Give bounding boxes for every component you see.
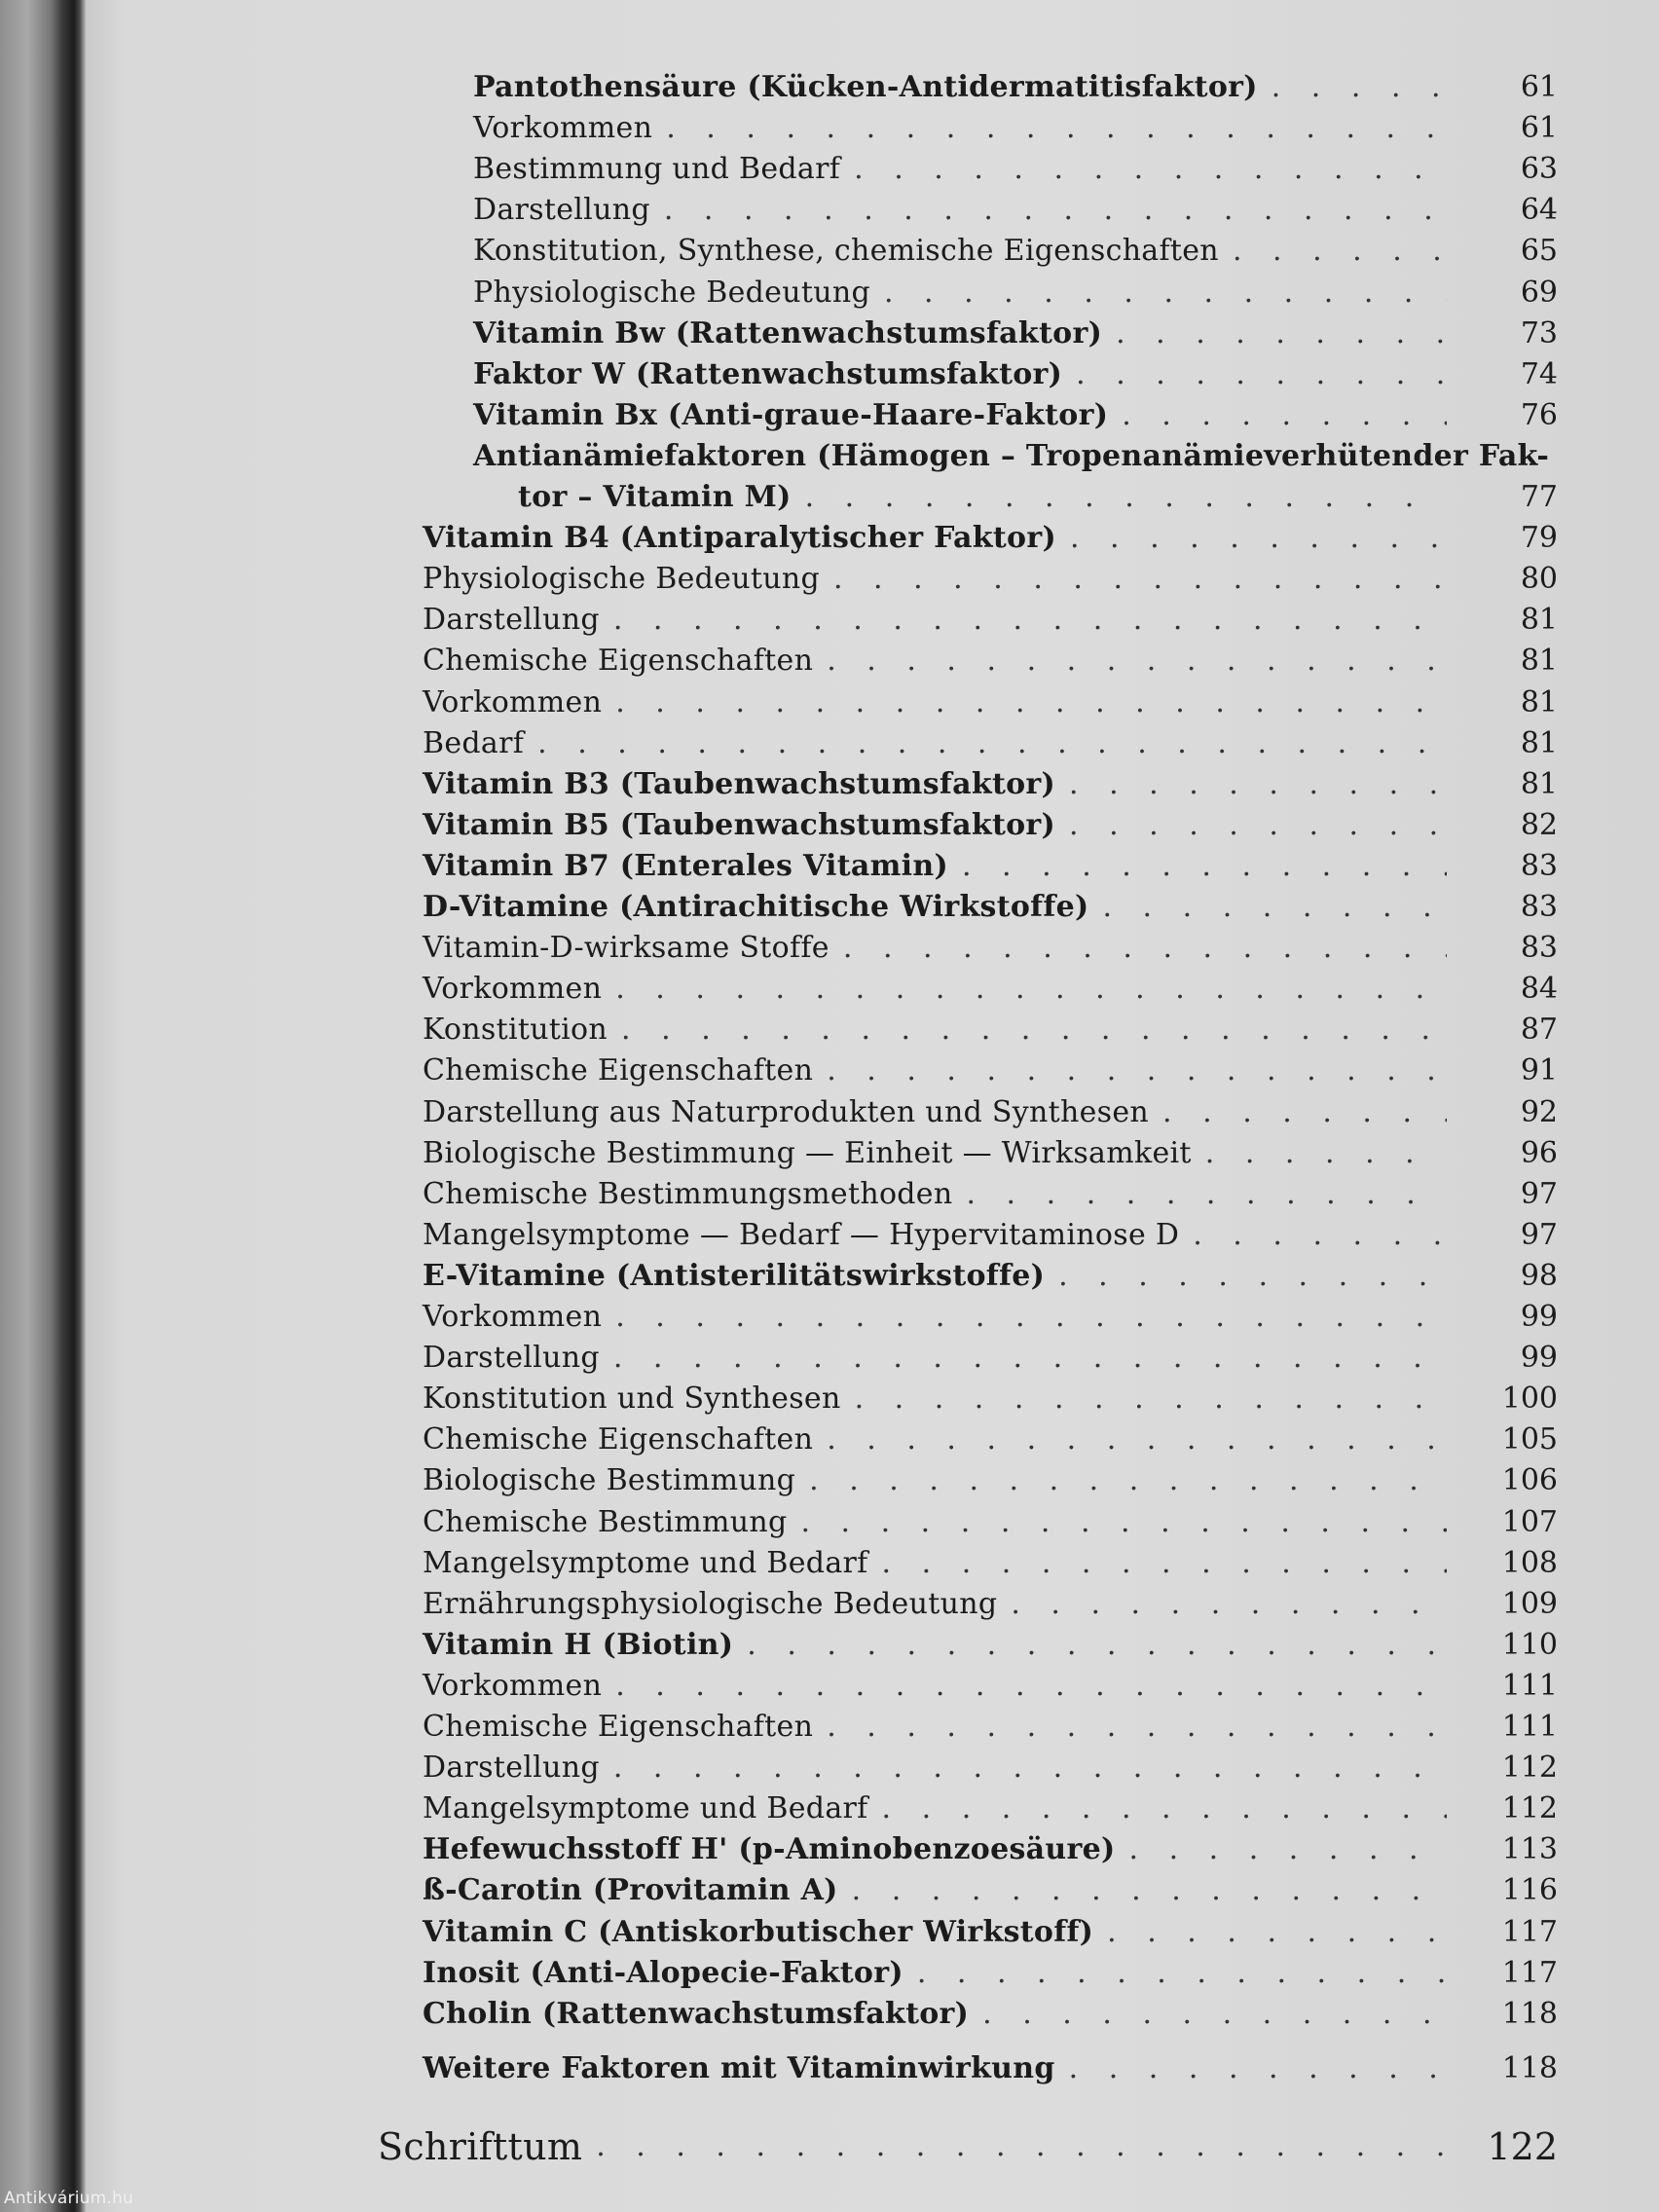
toc-entry [0,1708,1659,1747]
toc-page-number: 117 [1501,1955,1558,1990]
toc-dot-leader [884,274,1447,313]
toc-entry [0,1789,1659,1828]
toc-dot-leader [1193,1216,1447,1255]
toc-entry [0,765,1659,804]
toc-entry-title: Inosit (Anti-Alopecie-Faktor) [423,1955,903,1990]
toc-dot-leader [1076,355,1447,394]
toc-entry [0,2049,1659,2088]
toc-dot-leader [613,1749,1447,1788]
toc-entry-title: D-Vitamine (Antirachitische Wirkstoffe) [423,890,1089,924]
toc-page-number: 81 [1520,725,1558,760]
toc-entry [0,355,1659,394]
toc-entry [0,929,1659,968]
toc-entry [0,1544,1659,1583]
toc-entry-title: Weitere Faktoren mit Vitaminwirkung [423,2050,1055,2085]
toc-entry [0,2124,1659,2168]
toc-entry-title: Chemische Bestimmungsmethoden [423,1176,953,1211]
toc-entry-title: Vitamin B4 (Antiparalytischer Faktor) [423,521,1056,556]
toc-page-number: 81 [1520,684,1558,719]
toc-dot-leader [1070,519,1447,558]
toc-entry-title: Vorkommen [423,972,603,1007]
toc-entry-title: Chemische Eigenschaften [423,1053,814,1088]
toc-entry [0,1134,1659,1173]
toc-dot-leader [962,847,1447,886]
toc-entry [0,68,1659,107]
toc-entry [0,1175,1659,1214]
toc-entry [0,1995,1659,2034]
toc-entry [0,1093,1659,1132]
toc-entry-title: Darstellung [423,603,600,638]
toc-entry [0,806,1659,845]
toc-entry-title: Darstellung aus Naturprodukten und Synthesen [423,1094,1150,1129]
toc-entry-title: Chemische Eigenschaften [423,1710,814,1744]
toc-entry-title: Biologische Bestimmung [423,1463,796,1498]
toc-dot-leader [747,1626,1447,1665]
toc-entry [0,437,1659,476]
toc-entry [0,150,1659,189]
toc-entry [0,314,1659,353]
toc-entry-title: Chemische Eigenschaften [423,644,814,679]
toc-dot-leader [917,1954,1447,1993]
toc-page-number: 83 [1520,848,1558,883]
toc-entry [0,109,1659,148]
toc-entry [0,601,1659,640]
toc-dot-leader [1058,1257,1447,1296]
toc-page-number: 65 [1520,234,1558,269]
toc-dot-leader [855,1380,1447,1419]
toc-page-number: 73 [1520,315,1558,350]
toc-entry-title: Konstitution, Synthese, chemische Eigenschaften [473,234,1219,269]
toc-entry-title: Mangelsymptome und Bedarf [423,1791,868,1826]
toc-dot-leader [596,2127,1447,2166]
toc-dot-leader [1205,1134,1447,1173]
toc-page-number: 122 [1487,2124,1558,2168]
toc-entry-title: Pantothensäure (Kücken-Antidermatitisfaktor) [473,70,1258,104]
toc-dot-leader [882,1544,1447,1583]
toc-entry [0,1461,1659,1500]
toc-dot-leader [827,1708,1447,1747]
toc-page-number: 87 [1520,1013,1558,1048]
toc-page-number: 109 [1501,1586,1558,1621]
toc-entry-title: ß-Carotin (Provitamin A) [423,1873,838,1908]
toc-page-number: 92 [1520,1094,1558,1129]
toc-entry-title: Bedarf [423,725,525,760]
toc-page-number: 91 [1520,1053,1558,1088]
toc-entry-title: Vitamin H (Biotin) [423,1627,734,1662]
toc-page-number: 81 [1520,766,1558,801]
toc-dot-leader [827,1051,1447,1090]
toc-entry-title: Hefewuchsstoff H' (p-Aminobenzoesäure) [423,1832,1116,1867]
toc-dot-leader [1102,888,1447,927]
toc-page-number: 100 [1501,1382,1558,1417]
toc-entry-title: Schrifttum [378,2124,583,2168]
toc-entry-title: Chemische Eigenschaften [423,1422,814,1457]
toc-entry [0,1011,1659,1050]
toc-entry [0,1913,1659,1952]
toc-dot-leader [1069,806,1447,845]
toc-entry [0,1830,1659,1869]
toc-page-number: 118 [1501,2050,1558,2085]
toc-dot-leader [809,1461,1447,1500]
toc-entry-title: Vorkommen [423,684,603,719]
toc-entry [0,1298,1659,1337]
toc-page-number: 81 [1520,603,1558,638]
toc-entry-title: Faktor W (Rattenwachstumsfaktor) [473,356,1063,391]
toc-page-number: 117 [1501,1914,1558,1949]
toc-page-number: 79 [1520,521,1558,556]
toc-dot-leader [827,642,1447,681]
toc-entry [0,1503,1659,1542]
toc-entry [0,1626,1659,1665]
toc-entry [0,970,1659,1009]
toc-dot-leader [666,109,1447,148]
toc-page-number: 106 [1501,1463,1558,1498]
toc-dot-leader [621,1011,1447,1050]
toc-entry [0,888,1659,927]
toc-entry-title: tor – Vitamin M) [518,480,792,514]
toc-page-number: 69 [1520,275,1558,310]
toc-entry [0,1667,1659,1706]
toc-page-number: 84 [1520,972,1558,1007]
toc-entry [0,519,1659,558]
toc-page-number: 112 [1501,1751,1558,1786]
toc-entry [0,642,1659,681]
toc-dot-leader [664,191,1447,230]
toc-page-number: 80 [1520,562,1558,597]
toc-dot-leader [1122,396,1447,435]
toc-entry [0,1871,1659,1910]
toc-entry-title: Vitamin B3 (Taubenwachstumsfaktor) [423,766,1056,801]
toc-entry [0,274,1659,313]
toc-page-number: 105 [1501,1422,1558,1457]
toc-dot-leader [982,1995,1447,2034]
toc-entry [0,1380,1659,1419]
toc-dot-leader [1069,765,1447,804]
toc-dot-leader [613,601,1447,640]
toc-entry-title: Vitamin B7 (Enterales Vitamin) [423,848,948,883]
toc-page-number: 118 [1501,1996,1558,2031]
toc-entry [0,396,1659,435]
toc-entry-title: Mangelsymptome und Bedarf [423,1545,868,1580]
toc-entry-title: Vorkommen [473,111,653,146]
toc-dot-leader [882,1789,1447,1828]
toc-entry-title: Darstellung [423,1341,600,1376]
toc-page-number: 76 [1520,397,1558,432]
toc-entry-title: Chemische Bestimmung [423,1504,788,1539]
toc-dot-leader [615,970,1447,1009]
toc-entry-title: Konstitution und Synthesen [423,1382,841,1417]
toc-dot-leader [615,1298,1447,1337]
toc-page-number: 111 [1501,1710,1558,1744]
toc-page-number: 81 [1520,644,1558,679]
toc-entry [0,1420,1659,1459]
toc-entry-title: Physiologische Bedeutung [473,275,870,310]
toc-page-number: 108 [1501,1545,1558,1580]
toc-dot-leader [1129,1830,1447,1869]
toc-page-number: 74 [1520,356,1558,391]
toc-entry-title: Biologische Bestimmung — Einheit — Wirksamkeit [423,1135,1192,1170]
toc-entry-title: Vorkommen [423,1668,603,1703]
toc-entry [0,1339,1659,1378]
toc-entry-title: Bestimmung und Bedarf [473,152,841,187]
toc-entry [0,191,1659,230]
toc-entry-title: Vorkommen [423,1300,603,1334]
toc-page-number: 83 [1520,931,1558,966]
toc-entry-title: Mangelsymptome — Bedarf — Hypervitaminose D [423,1217,1180,1252]
toc-dot-leader [1116,314,1447,353]
toc-entry-title: Darstellung [473,193,650,228]
toc-page-number: 107 [1501,1504,1558,1539]
toc-entry-title: Vitamin Bw (Rattenwachstumsfaktor) [473,315,1103,350]
toc-entry-title: Vitamin Bx (Anti-graue-Haare-Faktor) [473,397,1109,432]
toc-page-number: 99 [1520,1300,1558,1334]
toc-dot-leader [966,1175,1447,1214]
toc-dot-leader [854,150,1447,189]
toc-entry [0,1954,1659,1993]
toc-entry-title: Antianämiefaktoren (Hämogen – Tropenanämieverhütender Fak- [473,438,1550,473]
toc-entry [0,232,1659,271]
toc-page-number: 63 [1520,152,1558,187]
toc-dot-leader [827,1420,1447,1459]
toc-page-number: 116 [1501,1873,1558,1908]
toc-dot-leader [1107,1913,1447,1952]
toc-entry-title: Ernährungsphysiologische Bedeutung [423,1586,998,1621]
toc-entry [0,724,1659,763]
toc-page-number: 61 [1520,111,1558,146]
toc-entry-title: Darstellung [423,1751,600,1786]
toc-entry-title: E-Vitamine (Antisterilitätswirkstoffe) [423,1258,1046,1293]
toc-entry [0,478,1659,517]
toc-page-number: 96 [1520,1135,1558,1170]
toc-page-number: 97 [1520,1217,1558,1252]
toc-page-number: 112 [1501,1791,1558,1826]
toc-page-number: 99 [1520,1341,1558,1376]
toc-dot-leader [852,1871,1447,1910]
watermark: Antikvárium.hu [4,2189,133,2208]
toc-page-number: 83 [1520,890,1558,924]
toc-dot-leader [1233,232,1447,271]
toc-dot-leader [613,1339,1447,1378]
toc-page-number: 77 [1520,480,1558,514]
toc-entry-title: Vitamin B5 (Taubenwachstumsfaktor) [423,807,1056,842]
toc-page-number: 113 [1501,1832,1558,1867]
toc-page-number: 98 [1520,1258,1558,1293]
toc-entry [0,1216,1659,1255]
toc-dot-leader [1011,1585,1447,1624]
toc-entry-title: Vitamin-D-wirksame Stoffe [423,931,830,966]
toc-entry [0,1585,1659,1624]
toc-dot-leader [833,560,1447,599]
toc-entry-title: Physiologische Bedeutung [423,562,820,597]
toc-page-number: 110 [1501,1627,1558,1662]
toc-page-number: 97 [1520,1176,1558,1211]
toc-entry [0,1257,1659,1296]
toc-entry [0,847,1659,886]
toc-dot-leader [805,478,1447,517]
toc-dot-leader [537,724,1447,763]
toc-dot-leader [615,683,1447,722]
toc-entry-title: Cholin (Rattenwachstumsfaktor) [423,1996,970,2031]
toc-page-number: 82 [1520,807,1558,842]
toc-page-number: 64 [1520,193,1558,228]
toc-dot-leader [1162,1093,1447,1132]
toc-dot-leader [843,929,1447,968]
toc-entry [0,1051,1659,1090]
toc-entry-title: Vitamin C (Antiskorbutischer Wirkstoff) [423,1914,1094,1949]
toc-page-number: 61 [1520,70,1558,104]
toc-entry-title: Konstitution [423,1013,608,1048]
toc-page-number: 111 [1501,1668,1558,1703]
toc-dot-leader [1069,2049,1447,2088]
toc-dot-leader [800,1503,1447,1542]
toc-entry [0,1749,1659,1788]
toc-entry [0,560,1659,599]
toc-dot-leader [1272,68,1447,107]
toc-dot-leader [615,1667,1447,1706]
toc-entry [0,683,1659,722]
